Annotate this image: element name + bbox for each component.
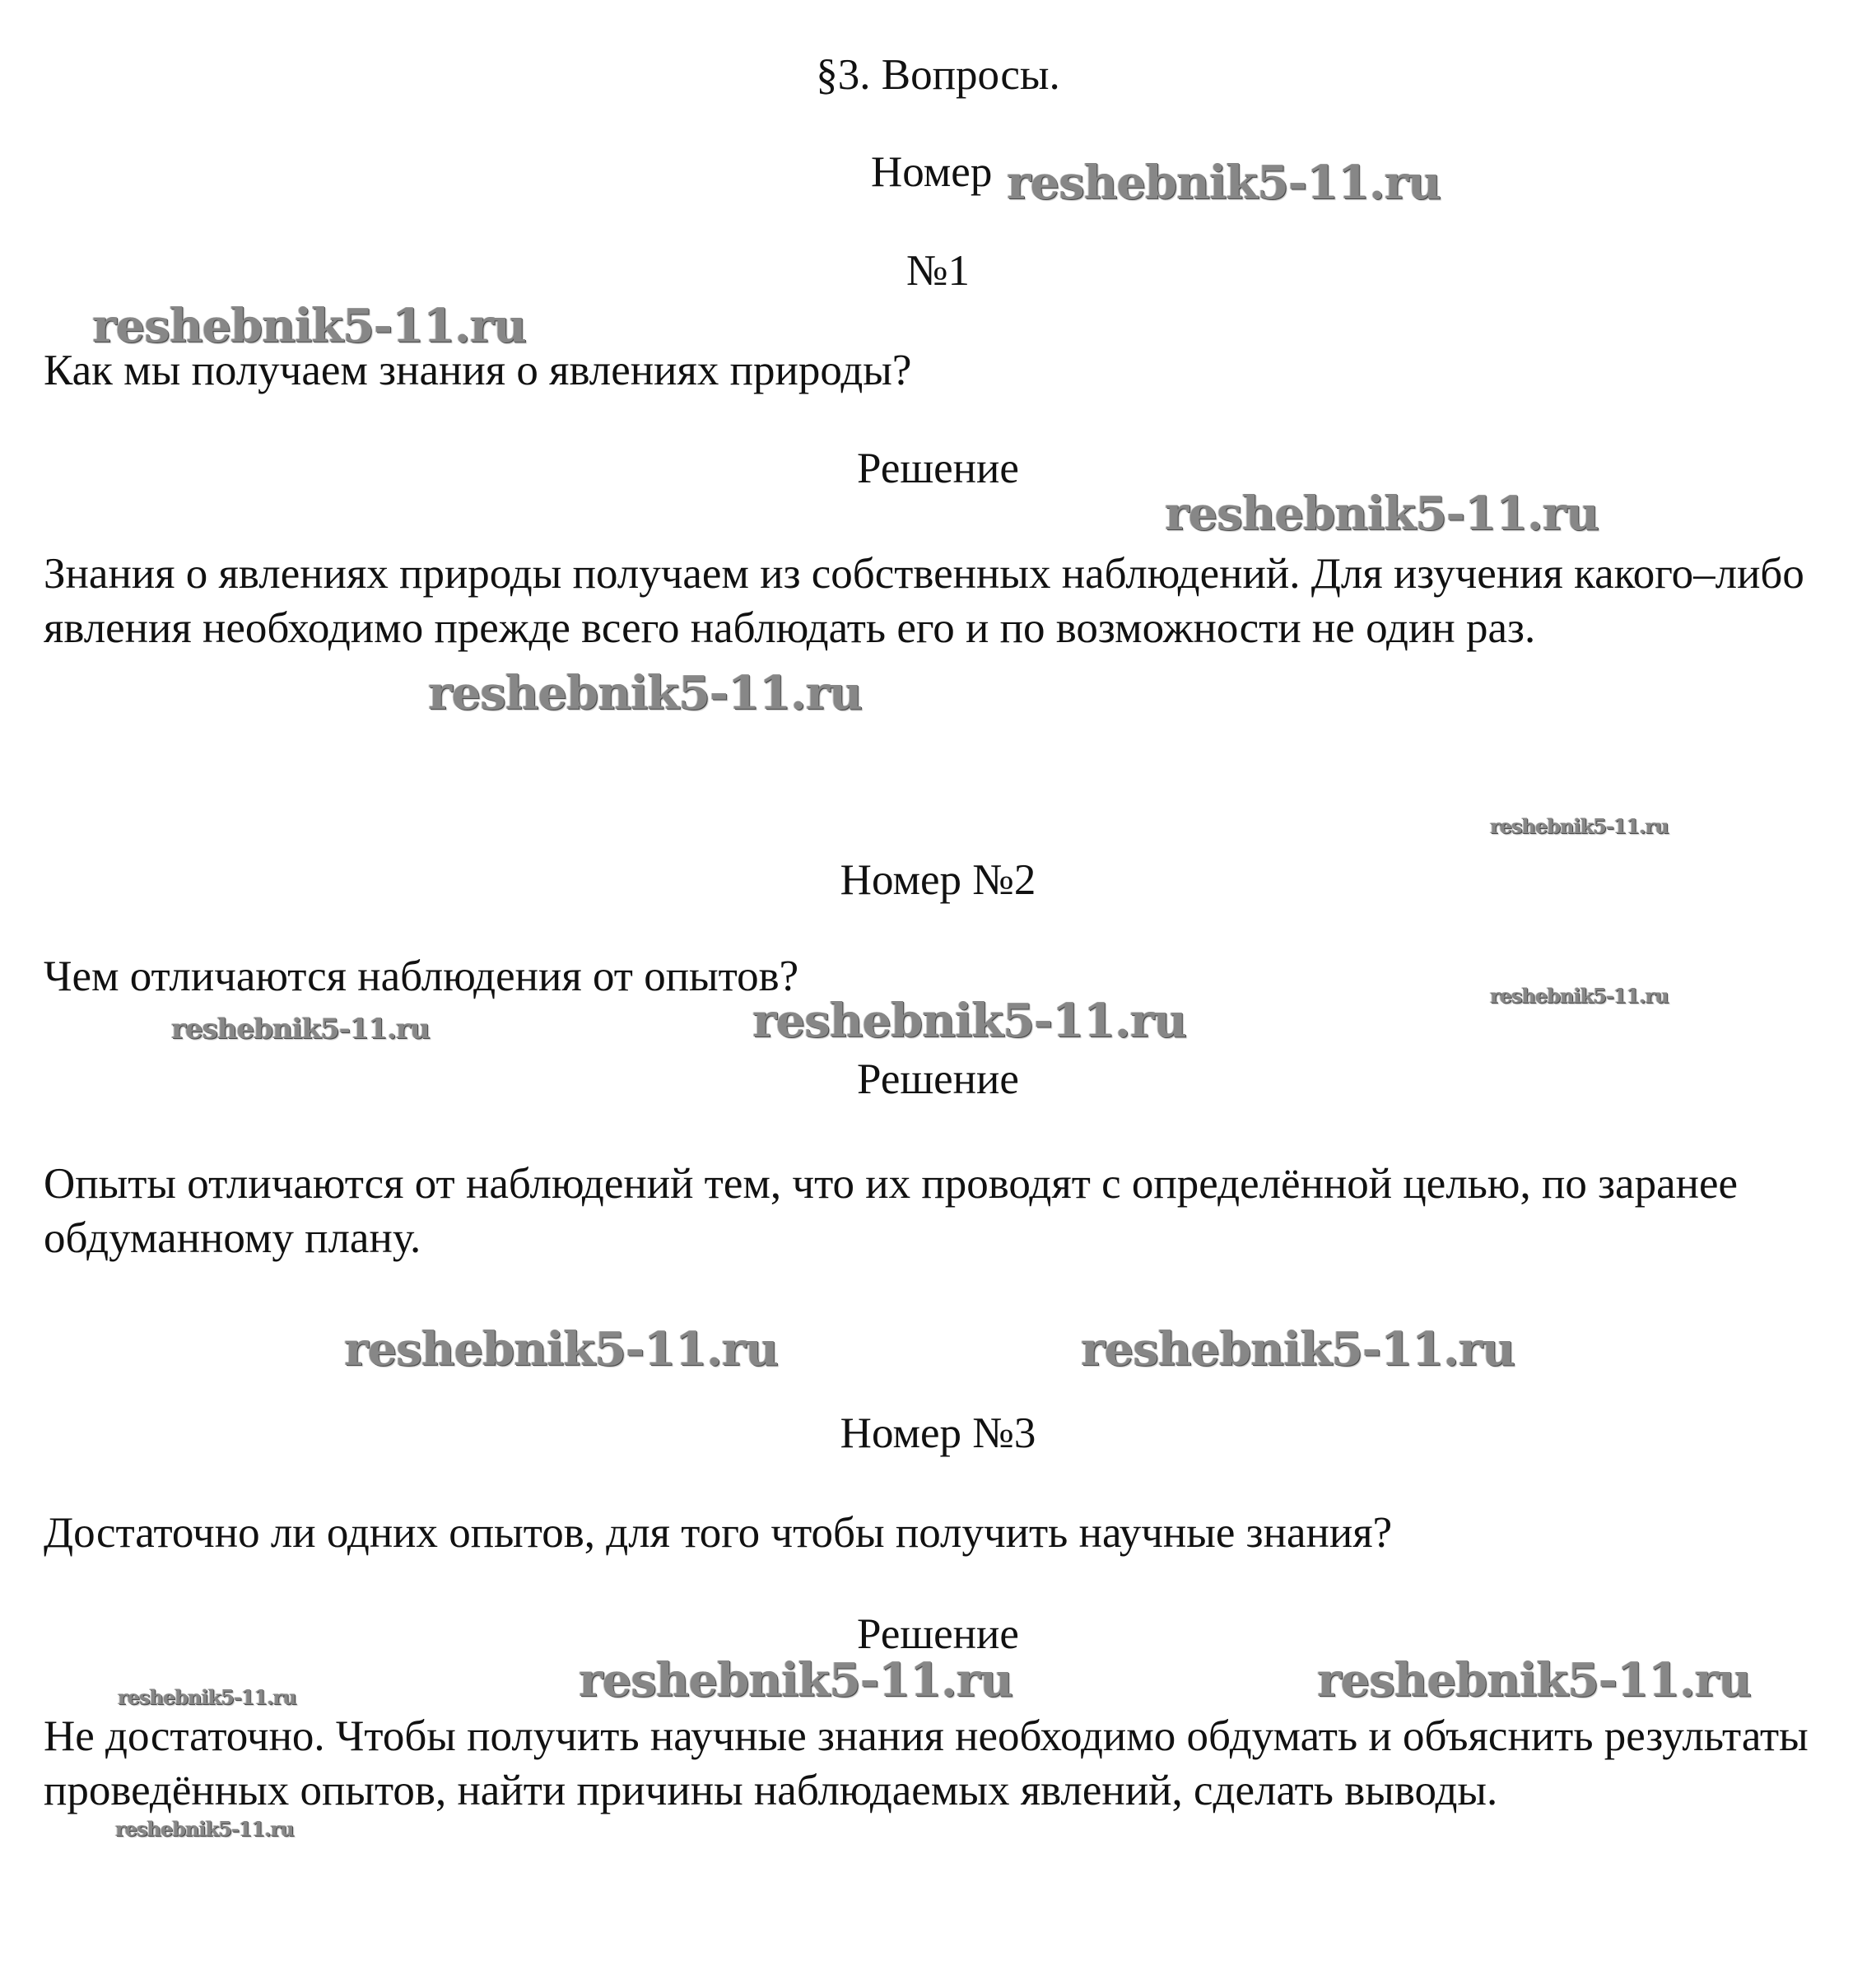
answer-1: Знания о явлениях природы получаем из собственных наблюдений. Для изучения какого–либо явления необходимо прежде всего наблюдать его и по возможности не один раз. [44, 550, 1804, 652]
watermark: reshebnik5-11.ru [1007, 156, 1441, 210]
watermark: reshebnik5-11.ru [1317, 1653, 1751, 1707]
watermark: reshebnik5-11.ru [752, 994, 1186, 1048]
problem-number-3: Номер №3 [840, 1409, 1036, 1457]
solution-label-2: Решение [857, 1055, 1019, 1103]
watermark: reshebnik5-11.ru [1490, 814, 1669, 838]
watermark: reshebnik5-11.ru [171, 1013, 430, 1046]
watermark: reshebnik5-11.ru [579, 1653, 1012, 1707]
answer-2: Опыты отличаются от наблюдений тем, что их проводят с определённой целью, по заранее обдуманному плану. [44, 1160, 1739, 1262]
watermark: reshebnik5-11.ru [115, 1817, 294, 1841]
number-prefix: Номер [871, 148, 993, 196]
watermark: reshebnik5-11.ru [1165, 487, 1599, 541]
question-3: Достаточно ли одних опытов, для того чтобы получить научные знания? [44, 1509, 1393, 1557]
watermark: reshebnik5-11.ru [344, 1322, 778, 1376]
answer-3: Не достаточно. Чтобы получить научные знания необходимо обдумать и объяснить результаты проведённых опытов, найти причины наблюдаемых явлений, сделать выводы. [44, 1712, 1809, 1814]
solution-label-1: Решение [857, 445, 1019, 492]
watermark: reshebnik5-11.ru [1081, 1322, 1515, 1376]
problem-number-1: №1 [905, 247, 971, 295]
problem-number-2: Номер №2 [840, 856, 1036, 904]
watermark: reshebnik5-11.ru [92, 299, 526, 353]
page-title: §3. Вопросы. [816, 51, 1060, 99]
watermark: reshebnik5-11.ru [118, 1685, 296, 1709]
solution-label-3: Решение [857, 1610, 1019, 1658]
watermark: reshebnik5-11.ru [428, 666, 862, 720]
question-2: Чем отличаются наблюдения от опытов? [44, 952, 799, 1000]
watermark: reshebnik5-11.ru [1490, 984, 1669, 1008]
question-1: Как мы получаем знания о явлениях природы? [44, 347, 912, 394]
